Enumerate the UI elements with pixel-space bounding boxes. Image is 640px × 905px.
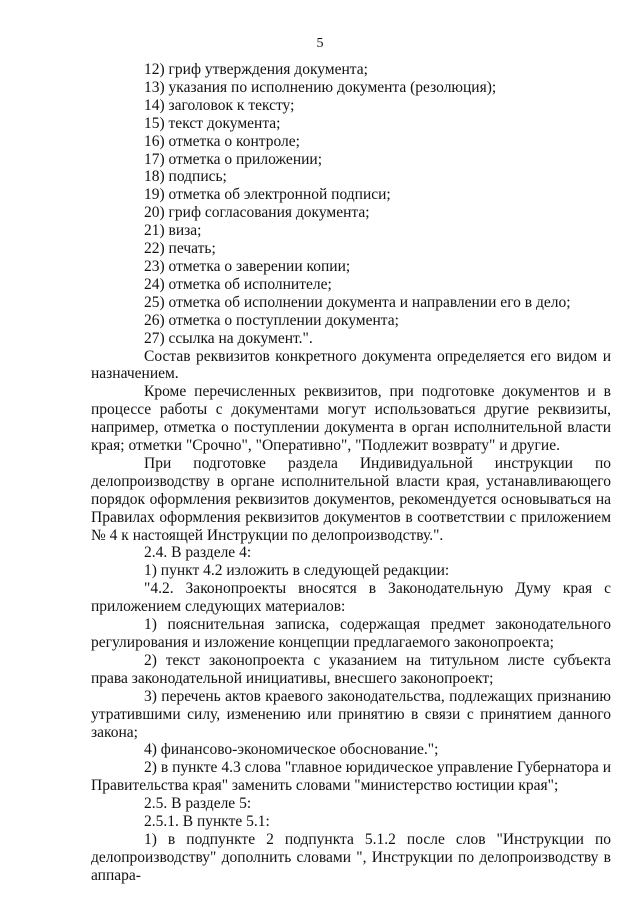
list-item: 27) ссылка на документ.". [144, 329, 313, 347]
list-item: 26) отметка о поступлении документа; [144, 311, 399, 329]
paragraph: 1) пункт 4.2 изложить в следующей редакции: [144, 562, 450, 580]
list-item: 21) виза; [144, 222, 202, 240]
list-item: 16) отметка о контроле; [144, 132, 300, 150]
list-item: 22) печать; [144, 240, 216, 258]
paragraph: "4.2. Законопроекты вносятся в Законодательную Думу края с приложением следующих материалов: [91, 580, 611, 616]
paragraph: 1) в подпункте 2 подпункта 5.1.2 после слов "Инструкции по делопроизводству" дополнить словами ", Инструкции по делопроизводству в аппара- [91, 830, 611, 884]
paragraph: 1) пояснительная записка, содержащая предмет законодательного регулирования и изложение концепции предлагаемого законопроекта; [91, 616, 611, 651]
document-body [91, 61, 611, 885]
list-item: 13) указания по исполнению документа (резолюция); [144, 78, 497, 96]
list-item: 19) отметка об электронной подписи; [144, 186, 391, 204]
paragraph: Кроме перечисленных реквизитов, при подготовке документов и в процессе работы с документами могут использоваться другие реквизиты, например, отметка о поступлении документа в орган исполнительной власти края; отметки "Срочно", "Оперативно", "Подлежит возврату" и другие. [91, 383, 611, 455]
paragraph: 2.5.1. В пункте 5.1: [144, 813, 270, 831]
paragraph: 2) в пункте 4.3 слова "главное юридическое управление Губернатора и Правительства края" заменить словами "министерство юстиции края"; [91, 759, 611, 795]
section-heading: 2.4. В разделе 4: [144, 544, 252, 562]
paragraph: 3) перечень актов краевого законодательства, подлежащих признанию утратившими силу, изменению или принятию в связи с принятием данного закона; [91, 687, 611, 741]
list-item: 14) заголовок к тексту; [144, 96, 295, 114]
section-heading: 2.5. В разделе 5: [144, 795, 252, 813]
list-item: 15) текст документа; [144, 114, 281, 132]
list-item: 20) гриф согласования документа; [144, 204, 370, 222]
paragraph: При подготовке раздела Индивидуальной инструкции по делопроизводству в органе исполнительной власти края, устанавливающего порядок оформления реквизитов документов, рекомендуется основываться на Правилах оформления реквизитов документов в соответствии с приложением № 4 к настоящей Инструкции по делопроизводству.". [91, 454, 611, 544]
list-item: 25) отметка об исполнении документа и направлении его в дело; [144, 293, 571, 311]
list-item: 12) гриф утверждения документа; [144, 61, 368, 78]
paragraph: 2) текст законопроекта с указанием на титульном листе субъекта права законодательной инициативы, внесшего законопроект; [91, 651, 611, 687]
list-item: 23) отметка о заверении копии; [144, 257, 351, 275]
page-number: 5 [316, 36, 324, 51]
paragraph: Состав реквизитов конкретного документа определяется его видом и назначением. [91, 347, 611, 383]
paragraph: 4) финансово-экономическое обоснование."; [144, 741, 439, 759]
list-item: 24) отметка об исполнителе; [144, 275, 332, 293]
list-item: 18) подпись; [144, 168, 227, 186]
list-item: 17) отметка о приложении; [144, 150, 323, 168]
